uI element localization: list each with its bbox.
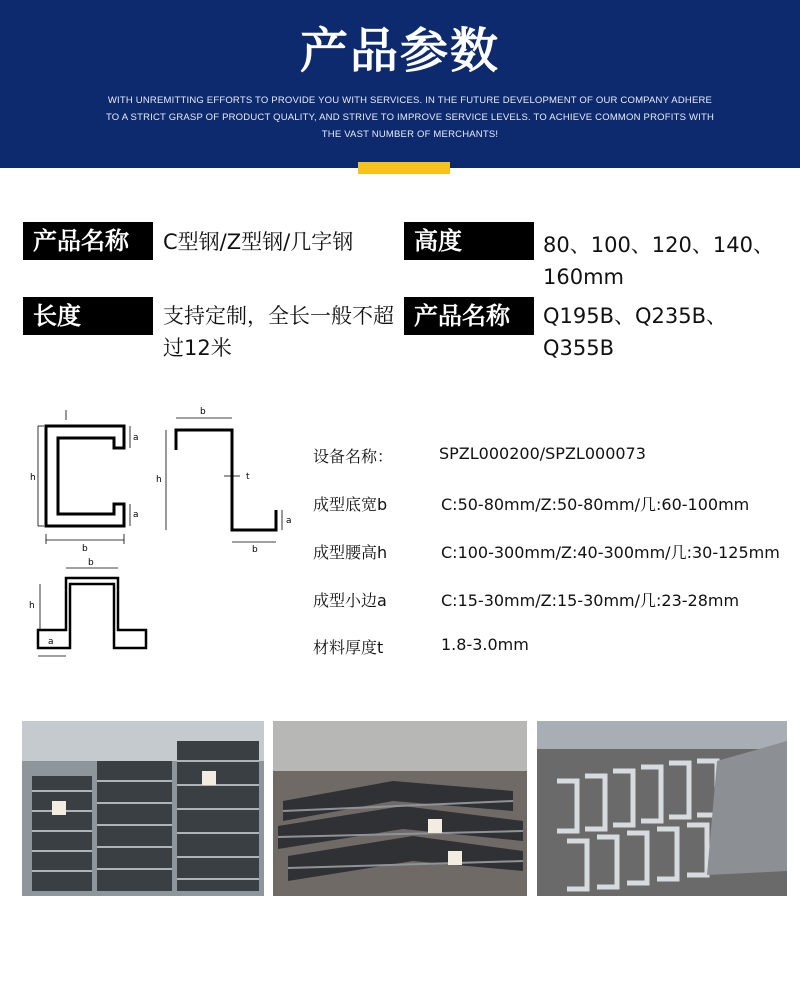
z-label-a: a bbox=[286, 516, 292, 526]
hat-label-a: a bbox=[48, 637, 54, 647]
param-name: 成型底宽b bbox=[313, 495, 388, 514]
spec-value-length: 支持定制，全长一般不超过12米 bbox=[163, 304, 394, 360]
header-tagline: WITH UNREMITTING EFFORTS TO PROVIDE YOU WITH SERVICES. IN THE FUTURE DEVELOPMENT OF OUR COMPANY ADHERE TO A STRICT GRASP OF PRODUCT QUALITY, AND STRIVE TO IMPROVE SERVICE LEVELS. TO ACHIEVE COMMON PROFITS WITH THE VAST NUMBER OF MERCHANTS! bbox=[105, 95, 715, 140]
param-name: 设备名称： bbox=[313, 447, 394, 466]
c-label-a-top: a bbox=[133, 433, 139, 443]
c-channel-icon bbox=[38, 410, 130, 544]
spec-value-material: Q195B、Q235B、Q355B bbox=[543, 304, 728, 360]
stacked-c-steel-photo bbox=[22, 721, 264, 896]
z-label-t: t bbox=[246, 472, 250, 482]
header-banner bbox=[0, 0, 800, 168]
spec-label-product-name: 产品名称 bbox=[23, 222, 153, 260]
param-value: C:50-80mm/Z:50-80mm/几:60-100mm bbox=[441, 495, 750, 514]
hat-label-b: b bbox=[88, 558, 94, 568]
c-label-h: h bbox=[30, 473, 36, 483]
param-value: C:15-30mm/Z:15-30mm/几:23-28mm bbox=[441, 591, 740, 610]
accent-bar bbox=[358, 162, 450, 174]
spec-value-height: 80、100、120、140、160mm bbox=[543, 233, 774, 289]
z-section-icon bbox=[166, 418, 282, 542]
spec-label-height: 高度 bbox=[404, 222, 534, 260]
spec-label-material: 产品名称 bbox=[404, 297, 534, 335]
profile-diagram bbox=[20, 400, 310, 670]
param-value: C:100-300mm/Z:40-300mm/几:30-125mm bbox=[441, 543, 780, 562]
param-name: 材料厚度t bbox=[313, 638, 384, 657]
param-value: 1.8-3.0mm bbox=[441, 635, 529, 654]
hat-section-icon bbox=[38, 568, 146, 656]
c-steel-bundle-photo bbox=[537, 721, 787, 896]
param-name: 成型腰高h bbox=[313, 543, 388, 562]
param-name: 成型小边a bbox=[313, 591, 387, 610]
z-steel-pile-photo bbox=[273, 721, 527, 896]
c-label-a-bottom: a bbox=[133, 510, 139, 520]
hat-label-h: h bbox=[29, 601, 35, 611]
c-label-b: b bbox=[82, 544, 88, 554]
z-label-b-bottom: b bbox=[252, 545, 258, 555]
page-title: 产品参数 bbox=[299, 23, 500, 79]
z-label-h: h bbox=[156, 475, 162, 485]
spec-value-product-name: C型钢/Z型钢/几字钢 bbox=[163, 230, 354, 254]
z-label-b-top: b bbox=[200, 407, 206, 417]
param-value: SPZL000200/SPZL000073 bbox=[439, 444, 646, 463]
spec-label-length: 长度 bbox=[23, 297, 153, 335]
